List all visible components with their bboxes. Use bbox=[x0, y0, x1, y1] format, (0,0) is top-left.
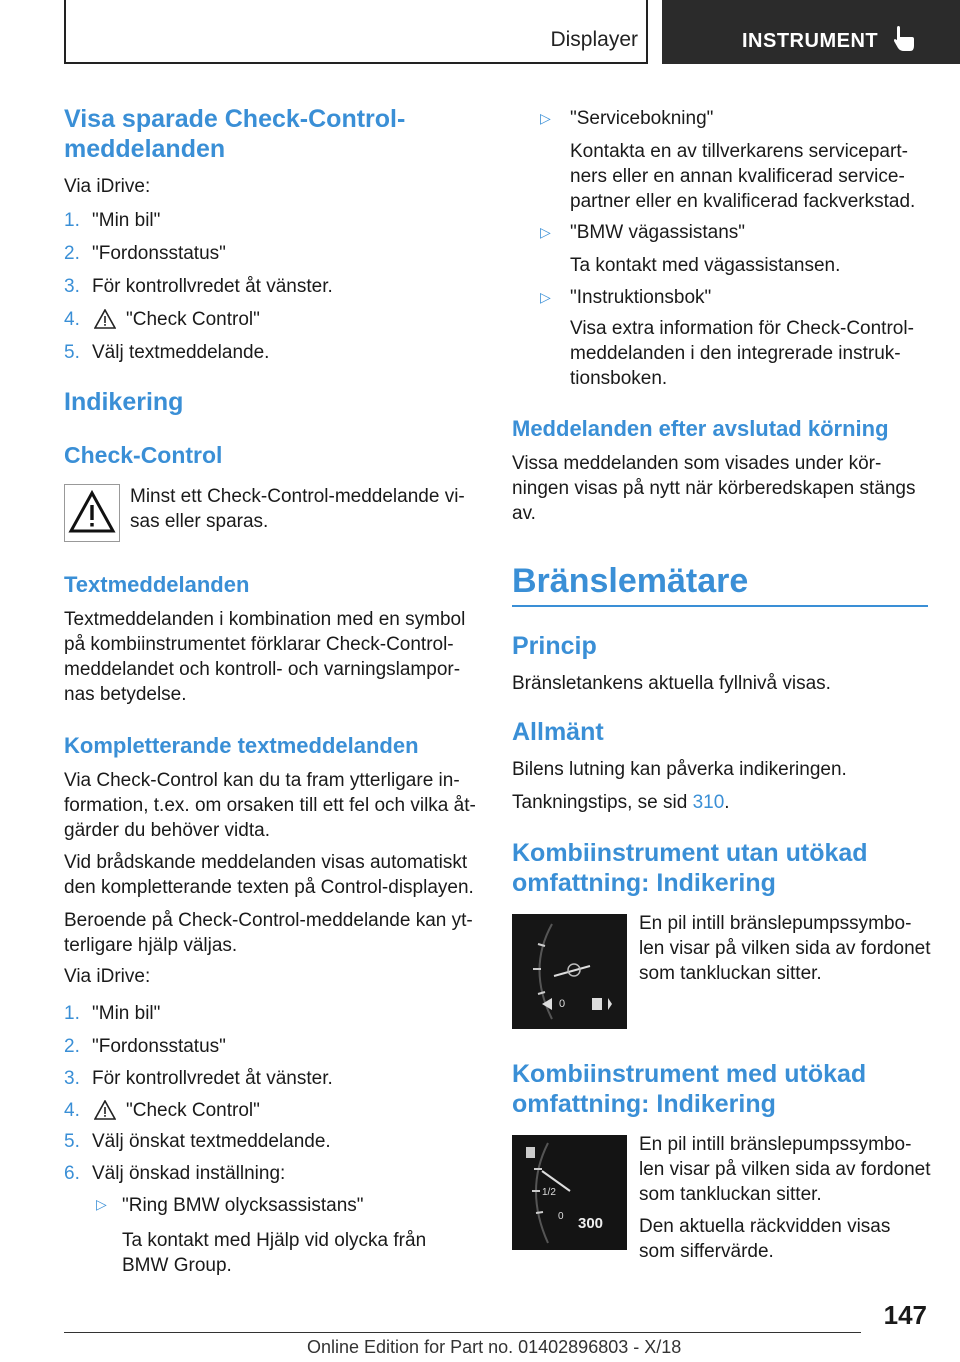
list-number: 2. bbox=[64, 1036, 80, 1057]
list-item: För kontrollvredet åt vänster. bbox=[92, 1068, 333, 1089]
with-extended-paragraph-2: Den aktuella räckvidden visas som siffervärde. bbox=[639, 1216, 891, 1262]
option-text: Kontakta en av tillverkarens servicepart- ners eller en annan kvalificerad service- partner eller en kvalificerad fackverkstad. bbox=[570, 141, 916, 212]
bullet-triangle-icon: ▷ bbox=[540, 224, 551, 240]
option-title: "Servicebokning" bbox=[570, 108, 714, 129]
list-number: 1. bbox=[64, 210, 80, 231]
princip-paragraph: Bränsletankens aktuella fyllnivå visas. bbox=[512, 673, 831, 694]
list-number: 6. bbox=[64, 1163, 80, 1184]
heading-allmant: Allmänt bbox=[512, 718, 604, 746]
list-item: För kontrollvredet åt vänster. bbox=[92, 276, 333, 297]
chapter-label: INSTRUMENT bbox=[742, 30, 879, 52]
hand-pointer-icon bbox=[894, 26, 916, 52]
heading-saved-messages: Visa sparade Check-Control- meddelanden bbox=[64, 105, 406, 163]
warning-triangle-icon bbox=[94, 1100, 116, 1120]
list-item: Välj önskat textmeddelande. bbox=[92, 1131, 331, 1152]
check-control-symbol-box bbox=[64, 484, 120, 542]
list-item: Välj önskad inställning: bbox=[92, 1163, 286, 1184]
list-number: 3. bbox=[64, 276, 80, 297]
fuel-gauge-dial-icon bbox=[512, 914, 627, 1029]
bullet-triangle-icon: ▷ bbox=[540, 289, 551, 305]
option-text: Ta kontakt med vägassistansen. bbox=[570, 255, 841, 276]
heading-after-driving: Meddelanden efter avslutad körning bbox=[512, 416, 889, 441]
list-item: "Min bil" bbox=[92, 210, 161, 231]
heading-princip: Princip bbox=[512, 632, 597, 660]
gauge-empty-label: 0 bbox=[558, 1211, 564, 1222]
list-number: 1. bbox=[64, 1003, 80, 1024]
heading-without-extended: Kombiinstrument utan utökad omfattning: Indikering bbox=[512, 839, 868, 897]
option-text: Visa extra information för Check-Control- meddelanden i den integrerade instruk- tionsboken. bbox=[570, 318, 914, 389]
list-number: 3. bbox=[64, 1068, 80, 1089]
page-number: 147 bbox=[883, 1300, 927, 1330]
fuel-gauge-range-dial-icon bbox=[512, 1135, 627, 1250]
option-text: Ta kontakt med Hjälp vid olycka från BMW Group. bbox=[122, 1230, 427, 1276]
option-title: "Ring BMW olycksassistans" bbox=[122, 1195, 364, 1216]
text-span: Tankningstips, se sid bbox=[512, 792, 693, 813]
heading-kompletterande: Kompletterande textmeddelanden bbox=[64, 733, 419, 758]
option-title: "BMW vägassistans" bbox=[570, 222, 746, 243]
heading-indikering: Indikering bbox=[64, 388, 184, 416]
heading-rule bbox=[512, 605, 928, 607]
textmeddelanden-paragraph: Textmeddelanden i kombination med en symbol på kombiinstrumentet förklarar Check-Control- meddelandet och kontroll- och varningslampor- nas betydelse. bbox=[64, 609, 466, 705]
range-value: 300 bbox=[578, 1215, 604, 1232]
fuel-gauge-image-1 bbox=[512, 914, 627, 1029]
footer-rule bbox=[64, 1332, 861, 1333]
chapter-tab bbox=[662, 0, 960, 64]
bullet-triangle-icon: ▷ bbox=[96, 1196, 107, 1212]
heading-check-control: Check-Control bbox=[64, 442, 223, 468]
page-link[interactable]: 310 bbox=[692, 792, 725, 813]
section-title: Displayer bbox=[550, 28, 638, 51]
fuel-gauge-image-2 bbox=[512, 1135, 627, 1250]
option-title: "Instruktionsbok" bbox=[570, 287, 712, 308]
with-extended-paragraph-1: En pil intill bränslepumpssymbo- len visar på vilken sida av fordonet som tankluckan sitter. bbox=[639, 1134, 931, 1205]
check-control-text: Minst ett Check-Control-meddelande vi- sas eller sparas. bbox=[130, 486, 465, 532]
warning-triangle-icon bbox=[65, 485, 119, 541]
warning-triangle-icon bbox=[94, 309, 116, 329]
via-idrive-2: Via iDrive: bbox=[64, 966, 151, 987]
after-driving-paragraph: Vissa meddelanden som visades under kör- ningen visas på nytt när körberedskapen stängs av. bbox=[512, 453, 916, 524]
gauge-label: 0 bbox=[559, 998, 566, 1010]
kompletterande-paragraph-1: Via Check-Control kan du ta fram ytterligare in- formation, t.ex. om orsaken till ett fel och vilka åt- gärder du behöver vidta. bbox=[64, 770, 476, 841]
text-span: . bbox=[724, 792, 730, 813]
kompletterande-paragraph-3: Beroende på Check-Control-meddelande kan yt- terligare hjälp väljas. bbox=[64, 910, 473, 956]
gauge-half-label: 1/2 bbox=[542, 1187, 556, 1198]
heading-fuel-gauge: Bränslemätare bbox=[512, 562, 749, 600]
bullet-triangle-icon: ▷ bbox=[540, 110, 551, 126]
without-extended-paragraph: En pil intill bränslepumpssymbo- len visar på vilken sida av fordonet som tankluckan sitter. bbox=[639, 913, 931, 984]
list-number: 5. bbox=[64, 1131, 80, 1152]
allmant-paragraph-2 bbox=[512, 790, 730, 815]
list-number: 2. bbox=[64, 243, 80, 264]
via-idrive-1: Via iDrive: bbox=[64, 176, 151, 197]
allmant-paragraph-1: Bilens lutning kan påverka indikeringen. bbox=[512, 759, 847, 780]
heading-with-extended: Kombiinstrument med utökad omfattning: Indikering bbox=[512, 1060, 867, 1118]
list-item: Välj textmeddelande. bbox=[92, 342, 270, 363]
list-item: "Fordonsstatus" bbox=[92, 243, 226, 264]
list-number: 4. bbox=[64, 309, 80, 330]
list-item: "Min bil" bbox=[92, 1003, 161, 1024]
kompletterande-paragraph-2: Vid brådskande meddelanden visas automatiskt den kompletterande texten på Control-displayen. bbox=[64, 852, 474, 898]
heading-textmeddelanden: Textmeddelanden bbox=[64, 572, 250, 597]
list-item: "Check Control" bbox=[126, 309, 260, 330]
list-number: 4. bbox=[64, 1100, 80, 1121]
list-item: "Fordonsstatus" bbox=[92, 1036, 226, 1057]
list-number: 5. bbox=[64, 342, 80, 363]
list-item: "Check Control" bbox=[126, 1100, 260, 1121]
footer-edition: Online Edition for Part no. 01402896803 - X/18 bbox=[307, 1337, 682, 1357]
